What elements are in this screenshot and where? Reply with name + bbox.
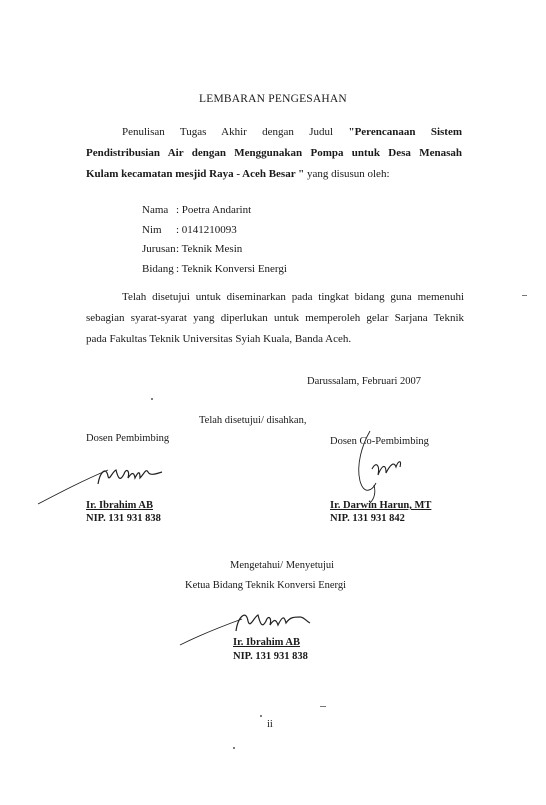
info-row-bidang <box>142 260 287 280</box>
right-signer-role: Dosen Co-Pembimbing <box>330 436 429 447</box>
info-row-nim <box>142 221 287 241</box>
left-signer-name: Ir. Ibrahim AB <box>86 500 154 511</box>
intro-line-1 <box>86 122 462 143</box>
intro-word: Penulisan <box>122 126 165 138</box>
intro-word: dengan <box>262 126 294 138</box>
scan-speck <box>233 747 235 749</box>
left-signature <box>36 458 166 506</box>
intro-word: Akhir <box>221 126 247 138</box>
info-value: : Teknik Mesin <box>176 243 243 255</box>
info-label: Bidang <box>142 262 174 275</box>
title-end: Kulam kecamatan mesjid Raya - Aceh Besar " <box>86 168 305 180</box>
intro-line-3-rest: yang disusun oleh: <box>304 168 390 180</box>
right-signer-name: Ir. Darwin Harun, MT <box>330 500 432 511</box>
left-signer-role: Dosen Pembimbing <box>86 433 170 444</box>
approval-line-1 <box>86 287 464 308</box>
student-info <box>142 201 287 279</box>
page-number: ii <box>267 719 273 730</box>
approval-paragraph <box>86 287 464 350</box>
intro-paragraph <box>86 122 462 185</box>
intro-line-2: Pendistribusian Air dengan Menggunakan Pompa untuk Desa Menasah <box>86 147 462 159</box>
info-label: Nim <box>142 223 162 236</box>
approval-line-3: pada Fakultas Teknik Universitas Syiah Kuala, Banda Aceh. <box>86 333 352 345</box>
info-value: : Teknik Konversi Energi <box>176 262 287 275</box>
title-word: "Perencanaan <box>348 126 416 138</box>
info-row-nama <box>142 201 287 221</box>
info-value: : 0141210093 <box>176 223 237 236</box>
scan-mark <box>320 706 326 707</box>
info-row-jurusan <box>142 240 287 260</box>
info-label: Jurusan <box>142 243 176 255</box>
approval-line-2: sebagian syarat-syarat yang diperlukan untuk memperoleh gelar Sarjana Teknik <box>86 312 464 324</box>
intro-line-3 <box>86 164 462 185</box>
intro-word: Judul <box>309 126 334 138</box>
page-title: LEMBARAN PENGESAHAN <box>199 93 347 105</box>
title-word: Sistem <box>430 126 462 138</box>
place-date: Darussalam, Februari 2007 <box>307 376 422 387</box>
scan-speck <box>260 715 262 717</box>
scan-mark <box>522 295 527 296</box>
approved-text: Telah disetujui/ disahkan, <box>199 415 307 426</box>
intro-word: Tugas <box>179 126 207 138</box>
left-signer-nip: NIP. 131 931 838 <box>86 513 161 524</box>
approval-line-1-text: Telah disetujui untuk diseminarkan pada tingkat bidang guna memenuhi <box>122 291 464 303</box>
head-title: Ketua Bidang Teknik Konversi Energi <box>185 580 347 591</box>
bottom-signer-nip: NIP. 131 931 838 <box>233 651 308 662</box>
bottom-signer-name: Ir. Ibrahim AB <box>233 637 301 648</box>
acknowledged-text: Mengetahui/ Menyetujui <box>230 560 335 571</box>
scan-speck <box>151 398 153 400</box>
right-signer-nip: NIP. 131 931 842 <box>330 513 405 524</box>
right-signature <box>350 425 420 505</box>
info-label: Nama <box>142 204 169 216</box>
info-value: : Poetra Andarint <box>176 204 252 216</box>
